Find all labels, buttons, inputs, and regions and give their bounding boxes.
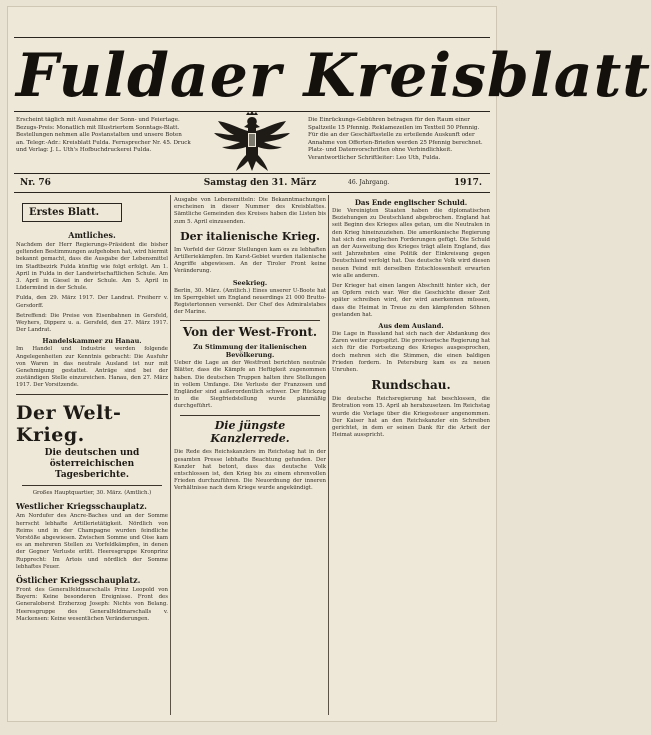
naval-war-text: Berlin, 30. März. (Amtlich.) Eines unserer U-Boote hat im Sperrgebiet um England neuerdings 21 000 Brutto-Registertonnen versenkt. Der Chef des Admiralstabes der Marine. bbox=[174, 287, 326, 316]
west-front-subheading: Zu Stimmung der italienischen Bevölkerung. bbox=[193, 343, 307, 360]
column-middle bbox=[174, 197, 326, 713]
handelskammer-heading: Handelskammer zu Hanau. bbox=[42, 337, 142, 346]
handelskammer-text: Im Handel und Industrie werden folgende Angelegenheiten zur Kenntnis gebracht: Die Ausfuhr von Waren in das neutrale Ausland ist nur mit Genehmigung gestattet. Anträge sind bei der zuständigen Stelle einzureichen. Hanau, den 27. März 1917. Der Vorsitzende. bbox=[16, 346, 168, 389]
masthead-title: Fuldaer Kreisblatt bbox=[16, 41, 651, 111]
issue-year: 1917. bbox=[453, 178, 482, 188]
west-front-heading: Von der West-Front. bbox=[182, 325, 318, 340]
section-rule bbox=[16, 394, 168, 395]
amtliches-heading: Amtliches. bbox=[68, 230, 116, 240]
section-rule bbox=[180, 320, 320, 321]
edition-box: Erstes Blatt. bbox=[22, 203, 122, 222]
italian-war-heading: Der italienische Krieg. bbox=[180, 229, 320, 243]
home-front-text: Der Krieger hat einen langen Abschnitt hinter sich, der an Opfern reich war. Wer die Geschichte dieser Zeit später schreiben wird, der wird anerkennen müssen, dass die Heimat in Treue zu den kämpfenden Söhnen gestanden hat. bbox=[332, 283, 490, 318]
eagle-crest-icon bbox=[204, 111, 300, 175]
column-divider bbox=[328, 195, 329, 715]
english-guilt-text: Die Vereinigten Staaten haben die diplomatischen Beziehungen zu Deutschland abgebrochen. England hat seit Beginn des Krieges alles getan, um die Neutralen in den Krieg hineinzuziehen. Die amerikanische Regierung hat sich den englischen Forderungen gefügt. Die Schuld an der Ausweitung des Krieges trägt allein England, das seit Jahrzehnten eine Politik der Einkreisung gegen Deutschland verfolgt hat. Das deutsche Volk wird diesen neuen Feind mit derselben Entschlossenheit erwarten wie alle anderen. bbox=[332, 208, 490, 279]
lebensmittel-notice: Ausgabe von Lebensmitteln: Die Bekanntmachungen erscheinen in dieser Nummer des Kreisblattes. Sämtliche Gemeinden des Kreises haben die Listen bis zum 5. April einzusenden. bbox=[174, 197, 326, 225]
column-divider bbox=[170, 195, 171, 715]
english-guilt-heading: Das Ende englischer Schuld. bbox=[354, 198, 468, 207]
section-rule bbox=[180, 415, 320, 416]
issue-number: Nr. 76 bbox=[20, 178, 51, 188]
issue-date: Samstag den 31. März bbox=[203, 178, 317, 188]
chancellor-speech-text: Die Rede des Reichskanzlers im Reichstag hat in der gesamten Presse lebhafte Beachtung gefunden. Der Kanzler hat betont, dass das deutsche Volk entschlossen ist, den Krieg bis zu einem ehrenvollen Frieden durchzuführen. Die Neuordnung der inneren Verhältnisse nach dem Kriege wurde angekündigt. bbox=[174, 449, 326, 492]
naval-war-heading: Seekrieg. bbox=[232, 278, 268, 287]
newspaper-page bbox=[8, 7, 651, 721]
header-subscription-info: Erscheint täglich mit Ausnahme der Sonn- und Feiertage. Bezugs-Preis: Monatlich mit Illustriertem Sonntags-Blatt. Bestellungen nehmen alle Postanstalten und unsere Boten an. Telegr.-Adr.: Kreisblatt Fulda. Fernsprecher Nr. 45. Druck und Verlag: J. L. Uth's Hofbuchdruckerei Fulda. bbox=[16, 117, 191, 154]
dateline bbox=[16, 175, 488, 191]
weltkrieg-subtitle: Die deutschen und österreichischen Tagesberichte. bbox=[44, 448, 140, 481]
chancellor-speech-heading: Die jüngste Kanzlerrede. bbox=[210, 419, 290, 446]
weltkrieg-dateline: Großes Hauptquartier, 30. März. (Amtlich.) bbox=[32, 490, 152, 497]
foreign-news-text: Die Lage in Russland hat sich nach der Abdankung des Zaren weiter zugespitzt. Die provisorische Regierung hat sich für die Fortsetzung des Krieges ausgesprochen, doch mehren sich die Stimmen, die einen baldigen Frieden fordern. In Petersburg kam es zu neuen Unruhen. bbox=[332, 331, 490, 374]
west-front-text: Ueber die Lage an der Westfront berichten neutrale Blätter, dass die Kämpfe an Heftigkeit zugenommen haben. Die deutschen Truppen halten ihre Stellungen in vollem Umfange. Die Verluste der Franzosen und Engländer sind außerordentlich schwer. Der Rückzug in die Siegfriedstellung wurde planmäßig durchgeführt. bbox=[174, 360, 326, 410]
amtliches-signature: Fulda, den 29. März 1917. Der Landrat. Freiherr v. Gersdorff. bbox=[16, 295, 168, 309]
volume-label: 46. Jahrgang. bbox=[348, 179, 390, 186]
notice-text: Betreffend: Die Preise von Eisenbahnen in Gersfeld, Weyhers, Dipperz u. a. Gersfeld, den 27. März 1917. Der Landrat. bbox=[16, 312, 168, 334]
eastern-front-text: Front des Generalfeldmarschalls Prinz Leopold von Bayern: Keine besonderen Ereignisse. Front des Generaloberst Erzherzog Joseph: Nichts von Belang. Heeresgruppe des Generalfeldmarschalls v. Mackensen: Keine wesentlichen Veränderungen. bbox=[16, 587, 168, 622]
rundschau-heading: Rundschau. bbox=[371, 378, 451, 393]
header-advertising-info: Die Einrückungs-Gebühren betragen für den Raum einer Spaltzeile 15 Pfennig. Reklamezeilen im Textteil 50 Pfennig. Für die an der Geschäftsstelle zu erteilende Auskunft oder Annahme von Offerten-Briefen werden 25 Pfennig berechnet. Platz- und Datenvorschriften ohne Verbindlichkeit. Verantwortlicher Schriftleiter: Leo Uth, Fulda. bbox=[308, 117, 483, 161]
column-left bbox=[16, 197, 168, 713]
section-rule bbox=[22, 485, 162, 486]
eastern-front-heading: Östlicher Kriegsschauplatz. bbox=[16, 575, 141, 586]
masthead-top-rule bbox=[14, 37, 490, 38]
amtliches-text: Nachdem der Herr Regierungs-Präsident die bisher geltenden Bestimmungen aufgehoben hat, wird hiermit bekannt gemacht, dass die Ausgabe der Lebensmittel im Stadtbezirk Fulda künftig wie folgt erfolgt. Am 1. April in Fulda in der Landwirtschaftlichen Schule. Am 3. April in Giesel in der Schule. Am 5. April in Lüdermünd in der Schule. bbox=[16, 242, 169, 292]
column-right bbox=[332, 197, 490, 713]
western-front-text: Am Nordufer des Ancre-Baches und an der Somme herrscht lebhafte Artillerietätigkeit. Nördlich von Reims und in der Champagne wurden feindliche Vorstöße abgewiesen. Zwischen Somme und Oise kam es an mehreren Stellen zu Vorfeldkämpfen, in denen der Gegner Verluste erlitt. Heeresgruppe Kronprinz Rupprecht: Im Artois und nördlich der Somme lebhaftes Feuer. bbox=[16, 513, 168, 570]
italian-war-text: Im Vorfeld der Görzer Stellungen kam es zu lebhaften Artilleriekämpfen. Im Karst-Gebiet wurden italienische Angriffe abgewiesen. An der Tiroler Front keine Veränderung. bbox=[174, 246, 326, 275]
dateline-bottom-rule bbox=[14, 192, 490, 193]
foreign-news-heading: Aus dem Ausland. bbox=[378, 322, 444, 331]
rundschau-text: Die deutsche Reichsregierung hat beschlossen, die Brotration vom 15. April ab herabzusetzen. Im Reichstag wurde die Vorlage über die Kriegssteuer angenommen. Der Kaiser hat an den Reichskanzler ein Schreiben gerichtet, in dem er seinen Dank für die Arbeit der Heimat ausspricht. bbox=[332, 396, 490, 439]
dateline-top-rule bbox=[14, 173, 490, 174]
weltkrieg-title: Der Welt-Krieg. bbox=[16, 402, 122, 447]
western-front-heading: Westlicher Kriegsschauplatz. bbox=[16, 501, 147, 512]
